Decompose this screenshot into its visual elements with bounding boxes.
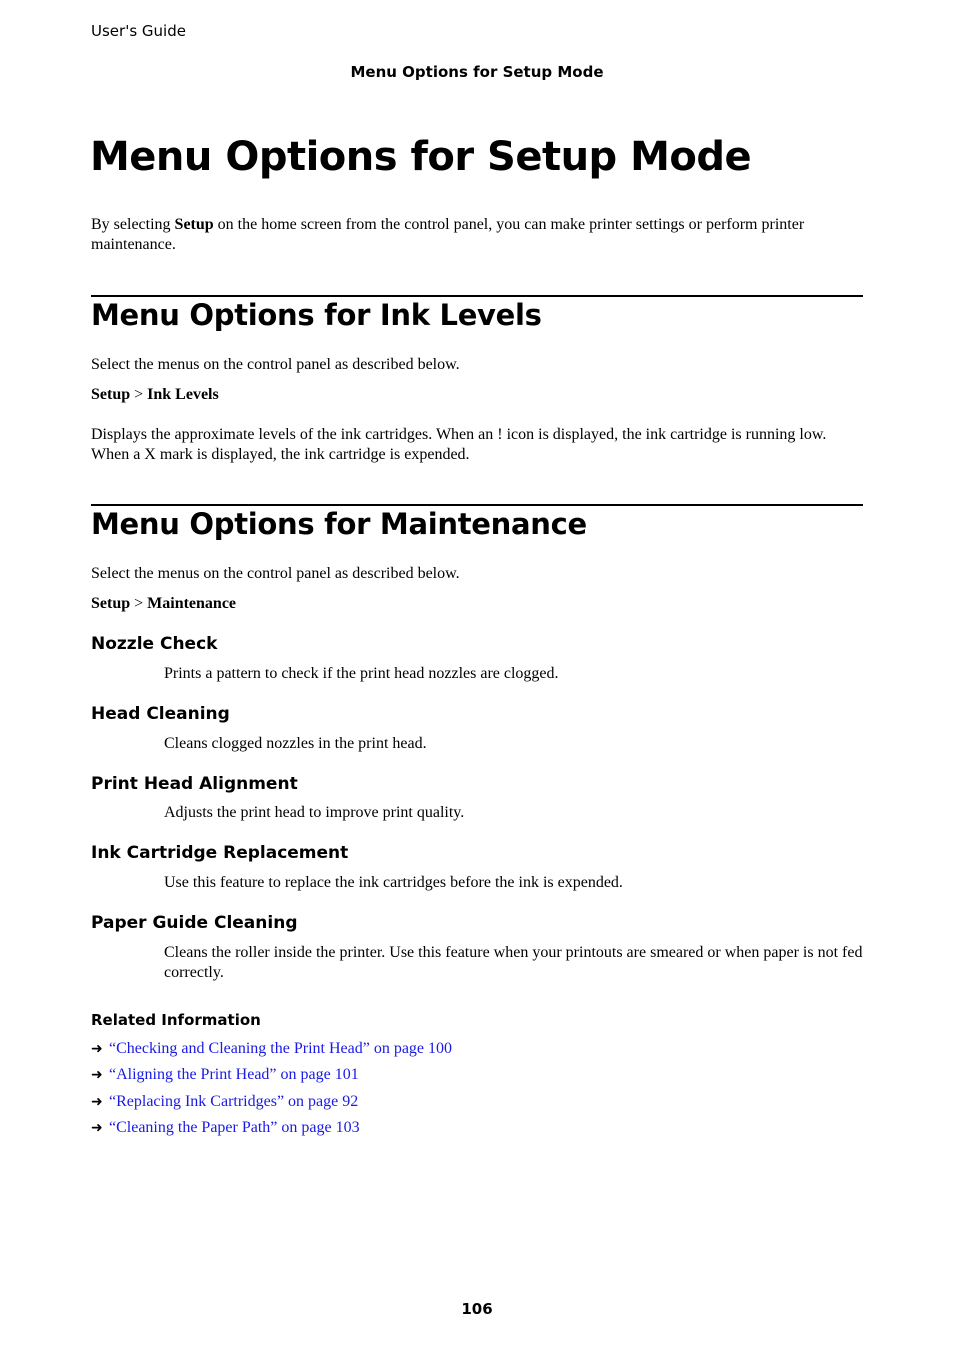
- related-link-cleaning-paper-path[interactable]: “Cleaning the Paper Path” on page 103: [109, 1119, 360, 1136]
- option-desc-ink-cartridge-replacement: Use this feature to replace the ink cartridges before the ink is expended.: [164, 874, 623, 891]
- related-link-replacing-ink-cartridges[interactable]: “Replacing Ink Cartridges” on page 92: [109, 1093, 359, 1110]
- maintenance-instruction: Select the menus on the control panel as described below.: [91, 565, 460, 582]
- option-title-ink-cartridge-replacement: Ink Cartridge Replacement: [91, 843, 349, 863]
- option-title-nozzle-check: Nozzle Check: [91, 634, 218, 654]
- related-link-row: [91, 1118, 360, 1138]
- running-header-doc-title: User's Guide: [91, 22, 186, 40]
- arrow-right-icon: ➜: [91, 1120, 103, 1136]
- option-desc-nozzle-check: Prints a pattern to check if the print head nozzles are clogged.: [164, 665, 559, 682]
- section-heading-maintenance: Menu Options for Maintenance: [91, 507, 587, 541]
- arrow-right-icon: ➜: [91, 1094, 103, 1110]
- intro-text-pre: By selecting: [91, 216, 175, 233]
- arrow-right-icon: ➜: [91, 1067, 103, 1083]
- menu-path-separator: >: [130, 386, 148, 403]
- menu-path-setup: Setup: [91, 386, 131, 403]
- running-header-section-title: Menu Options for Setup Mode: [350, 63, 604, 81]
- ink-levels-description: Displays the approximate levels of the ink cartridges. When an ! icon is displayed, the ink cartridge is running low. When a X mark is displayed, the ink cartridge is expended.: [91, 426, 827, 463]
- intro-text-post: on the home screen from the control panel, you can make printer settings or perform printer maintenance.: [91, 216, 805, 253]
- ink-levels-menu-path: [91, 385, 863, 405]
- option-title-paper-guide-cleaning: Paper Guide Cleaning: [91, 913, 298, 933]
- option-title-print-head-alignment: Print Head Alignment: [91, 774, 298, 794]
- menu-path-separator: >: [130, 595, 148, 612]
- related-information-heading: Related Information: [91, 1011, 261, 1029]
- related-link-row: [91, 1039, 452, 1059]
- option-desc-print-head-alignment: Adjusts the print head to improve print quality.: [164, 804, 465, 821]
- page-number: 106: [461, 1300, 493, 1318]
- menu-path-setup: Setup: [91, 595, 131, 612]
- option-desc-head-cleaning: Cleans clogged nozzles in the print head.: [164, 735, 427, 752]
- menu-path-ink-levels: Ink Levels: [147, 386, 219, 403]
- ink-levels-instruction: Select the menus on the control panel as described below.: [91, 356, 460, 373]
- section-divider-ink-levels: [91, 295, 863, 297]
- option-desc-paper-guide-cleaning: Cleans the roller inside the printer. Use this feature when your printouts are smeared or when paper is not fed correctly.: [164, 944, 863, 981]
- intro-text-bold: Setup: [174, 216, 214, 233]
- section-divider-maintenance: [91, 504, 863, 506]
- arrow-right-icon: ➜: [91, 1041, 103, 1057]
- intro-paragraph: [91, 215, 863, 255]
- option-title-head-cleaning: Head Cleaning: [91, 704, 230, 724]
- related-link-row: [91, 1065, 359, 1085]
- related-link-checking-cleaning-print-head[interactable]: “Checking and Cleaning the Print Head” on page 100: [109, 1040, 453, 1057]
- menu-path-maintenance: Maintenance: [147, 595, 237, 612]
- related-link-row: [91, 1092, 358, 1112]
- maintenance-menu-path: [91, 594, 863, 614]
- related-link-aligning-print-head[interactable]: “Aligning the Print Head” on page 101: [109, 1066, 359, 1083]
- page-title: Menu Options for Setup Mode: [90, 134, 752, 180]
- section-heading-ink-levels: Menu Options for Ink Levels: [91, 298, 542, 332]
